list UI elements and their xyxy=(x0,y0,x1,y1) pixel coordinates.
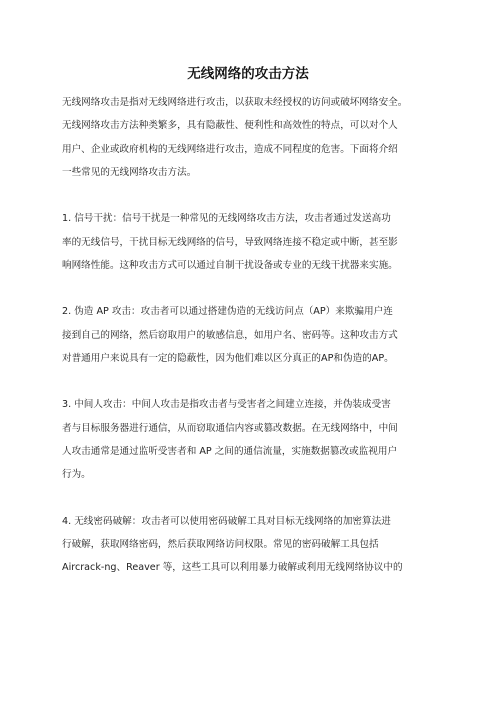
paragraph-line: 无线网络攻击是指对无线网络进行攻击，以获取未经授权的访问或破坏网络安全。 xyxy=(62,97,408,108)
paragraph-line: 用户、企业或政府机构的无线网络进行攻击，造成不同程度的危害。下面将介绍 xyxy=(62,144,398,155)
paragraph-line: 者与目标服务器进行通信，从而窃取通信内容或篡改数据。在无线网络中，中间 xyxy=(62,423,398,434)
paragraph-line: 4. 无线密码破解：攻击者可以使用密码破解工具对目标无线网络的加密算法进 xyxy=(62,516,391,527)
paragraph-line: Aircrack-ng、Reaver 等，这些工具可以利用暴力破解或利用无线网络协议中的 xyxy=(62,562,403,573)
paragraph-line: 行破解，获取网络密码，然后获取网络访问权限。常见的密码破解工具包括 xyxy=(62,539,379,550)
paragraph-line: 对普通用户来说具有一定的隐蔽性，因为他们难以区分真正的AP和伪造的AP。 xyxy=(62,353,394,364)
paragraph-line: 响网络性能。这种攻击方式可以通过自制干扰设备或专业的无线干扰器来实施。 xyxy=(62,260,398,271)
paragraph-line: 人攻击通常是通过监听受害者和 AP 之间的通信流量，实施数据篡改或监视用户 xyxy=(62,446,398,457)
paragraph-line: 无线网络攻击方法种类繁多，具有隐蔽性、便利性和高效性的特点，可以对个人 xyxy=(62,120,398,131)
paragraph-line: 率的无线信号，干扰目标无线网络的信号，导致网络连接不稳定或中断，甚至影 xyxy=(62,237,398,248)
paragraph-line: 3. 中间人攻击：中间人攻击是指攻击者与受害者之间建立连接，并伪装成受害 xyxy=(62,399,391,410)
paragraph-line: 一些常见的无线网络攻击方法。 xyxy=(62,167,197,178)
paragraph-line: 行为。 xyxy=(62,469,91,480)
document-title: 无线网络的攻击方法 xyxy=(187,66,309,82)
paragraph-line: 2. 伪造 AP 攻击：攻击者可以通过搭建伪造的无线访问点（AP）来欺骗用户连 xyxy=(62,306,393,317)
paragraph-line: 1. 信号干扰：信号干扰是一种常见的无线网络攻击方法，攻击者通过发送高功 xyxy=(62,213,391,224)
paragraph-line: 接到自己的网络，然后窃取用户的敏感信息，如用户名、密码等。这种攻击方式 xyxy=(62,330,398,341)
